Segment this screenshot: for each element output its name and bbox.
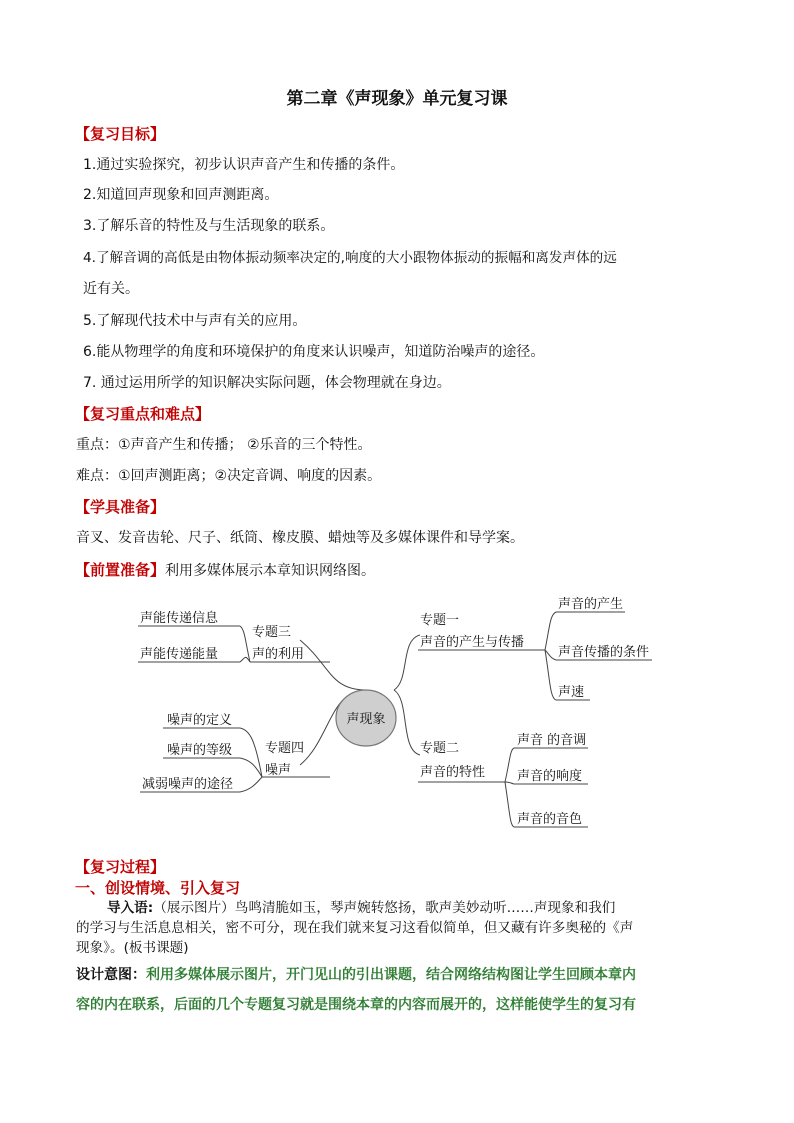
branch-line	[240, 626, 250, 662]
tools-heading: 【学具准备】	[75, 498, 166, 516]
design-line: 容的内在联系，后面的几个专题复习就是围绕本章的内容而展开的，这样能使学生的复习有	[76, 997, 636, 1013]
leaf-label: 声音 的音调	[517, 733, 587, 748]
branch-line	[505, 748, 514, 782]
leaf-label: 声音传播的条件	[558, 645, 650, 660]
goal-item: 2.知道回声现象和回声测距离。	[83, 187, 279, 203]
topic2-line2: 声音的特性	[420, 765, 486, 780]
leaf-label: 声音的音色	[517, 812, 583, 827]
leaf-label: 声能传递信息	[140, 611, 219, 626]
intro-label: 导入语:	[107, 900, 154, 916]
branch-line	[505, 782, 514, 784]
design-line	[76, 966, 636, 984]
process-heading: 【复习过程】	[75, 858, 166, 876]
leaf-label: 声能传递能量	[140, 647, 219, 662]
goal-item: 5.了解现代技术中与声有关的应用。	[83, 313, 307, 329]
prep-heading: 【前置准备】	[75, 561, 166, 579]
topic3-line1: 专题三	[252, 625, 292, 640]
topic4-line2: 噪声	[265, 763, 292, 778]
goal-item: 3.了解乐音的特性及与生活现象的联系。	[83, 218, 335, 234]
focus-text: 重点：①声音产生和传播； ②乐音的三个特性。	[76, 437, 372, 453]
goals-heading: 【复习目标】	[75, 125, 166, 143]
topic1-line1: 专题一	[420, 613, 460, 628]
branch-line	[545, 612, 556, 650]
difficulty-text: 难点：①回声测距离；②决定音调、响度的因素。	[76, 468, 382, 484]
leaf-label: 声音的响度	[517, 769, 583, 784]
goal-item: 近有关。	[83, 281, 139, 297]
goal-item: 6.能从物理学的角度和环境保护的角度来认识噪声，知道防治噪声的途径。	[83, 344, 545, 360]
section-heading: 一、创设情境、引入复习	[75, 879, 241, 897]
leaf-label: 噪声的等级	[167, 743, 233, 758]
branch-line	[300, 640, 366, 690]
leaf-label: 噪声的定义	[167, 713, 233, 728]
intro-line: 现象》。(板书课题)	[76, 940, 189, 956]
intro-line: 的学习与生活息息相关，密不可分，现在我们就来复习这看似简单，但又藏有许多奥秘的《声	[76, 920, 634, 936]
page-title: 第二章《声现象》单元复习课	[286, 89, 508, 109]
branch-line	[505, 782, 514, 827]
topic2-line1: 专题二	[420, 741, 460, 756]
knowledge-mindmap	[0, 590, 794, 840]
prep-line	[75, 561, 375, 580]
intro-text: （展示图片）鸟鸣清脆如玉，琴声婉转悠扬，歌声美妙动听……声现象和我们	[153, 900, 616, 916]
leaf-label: 减弱噪声的途径	[142, 777, 234, 792]
prep-text: 利用多媒体展示本章知识网络图。	[165, 563, 376, 579]
branch-line	[545, 650, 556, 700]
leaf-label: 声速	[558, 685, 585, 700]
topic3-line2: 声的利用	[252, 647, 305, 662]
design-text: 利用多媒体展示图片，开门见山的引出课题，结合网络结构图让学生回顾本章内	[146, 967, 636, 983]
goal-item: 4.了解音调的高低是由物体振动频率决定的,响度的大小跟物体振动的振幅和离发声体的远	[83, 250, 617, 266]
design-label: 设计意图：	[76, 967, 146, 983]
branch-line	[240, 777, 262, 792]
branch-line	[394, 635, 420, 690]
goal-item: 7. 通过运用所学的知识解决实际问题，体会物理就在身边。	[83, 375, 451, 391]
branch-line	[240, 657, 250, 662]
branch-line	[240, 728, 262, 777]
keypoints-heading: 【复习重点和难点】	[75, 405, 211, 423]
center-label: 声现象	[346, 712, 386, 727]
tools-text: 音叉、发音齿轮、尺子、纸筒、橡皮膜、蜡烛等及多媒体课件和导学案。	[76, 530, 524, 546]
intro-line	[107, 899, 615, 917]
leaf-label: 声音的产生	[558, 597, 624, 612]
goal-item: 1.通过实验探究，初步认识声音产生和传播的条件。	[83, 157, 405, 173]
topic1-line2: 声音的产生与传播	[420, 635, 525, 650]
topic4-line1: 专题四	[265, 741, 305, 756]
branch-line	[394, 690, 420, 755]
